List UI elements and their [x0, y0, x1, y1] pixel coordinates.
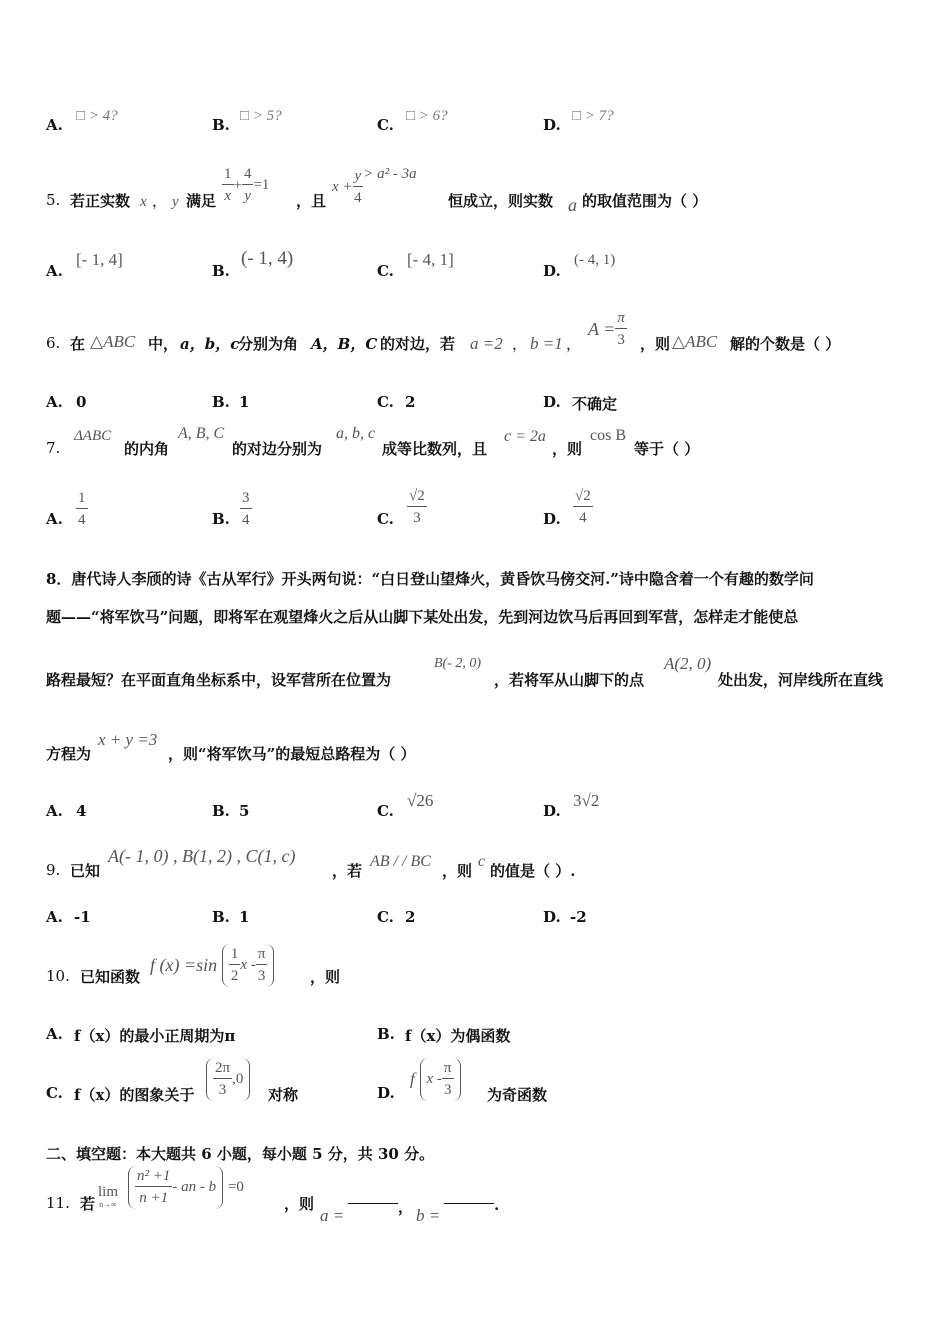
q10-half-num: 1: [229, 944, 241, 965]
q9-option-b-text: 1: [239, 908, 250, 926]
q5-option-b-text: (- 1, 4): [241, 248, 294, 269]
q5-frac-4-y: [242, 164, 254, 207]
q9-text-4: 的值是（ ）.: [490, 862, 576, 880]
q10-c-den: 3: [218, 1082, 227, 1098]
q5-frac2-den: y: [244, 188, 252, 204]
q5-option-a-text: [- 1, 4]: [76, 250, 123, 269]
q10-option-c-label: C.: [46, 1084, 63, 1102]
q5-option-c-label: C.: [377, 262, 394, 280]
q6-option-b-text: 1: [239, 393, 250, 411]
q6-a-eq: a =2: [470, 334, 503, 353]
q9-option-a-label: A.: [46, 908, 63, 926]
q10-d-frac: [442, 1058, 454, 1101]
q8-line-4b: ，则“将军饮马”的最短总路程为（ ）: [168, 745, 416, 763]
q7-d-num: √2: [573, 486, 593, 507]
q6-triangle: △ABC: [90, 332, 136, 351]
q8-option-c-label: C.: [377, 802, 394, 820]
q10-option-d-math: [410, 1058, 461, 1101]
q7-triangle: ΔABC: [74, 428, 112, 444]
q5-option-a-label: A.: [46, 262, 63, 280]
q10-option-c-math: [206, 1058, 250, 1101]
q7-number: 7.: [46, 439, 61, 457]
q8-line-1: 8．唐代诗人李颀的诗《古从军行》开头两句说：“白日登山望烽火，黄昏饮马傍交河.”诗中隐含着一个有趣的数学问: [46, 570, 814, 588]
q9-option-d-text: -2: [570, 908, 587, 926]
q9-points: A(- 1, 0) , B(1, 2) , C(1, c): [108, 846, 296, 866]
q6-number: 6.: [46, 334, 61, 352]
q11-frac-num: n² +1: [135, 1166, 172, 1187]
q8-option-d-label: D.: [543, 802, 561, 820]
q11-blank-b: [444, 1190, 494, 1208]
q7-d-den: 4: [579, 510, 587, 526]
q6-angle-eq: [588, 308, 627, 351]
q6-option-b-label: B.: [212, 393, 230, 411]
q10-mid: x -: [240, 957, 256, 973]
q11-frac: [135, 1166, 172, 1209]
q11-limit: [98, 1184, 118, 1210]
q5-inequality: [332, 166, 417, 209]
q6-text-4: 的对边，若: [380, 335, 456, 353]
q7-a-den: 4: [78, 512, 86, 528]
q9-text-3: ，则: [442, 862, 473, 880]
q10-function: [150, 944, 274, 987]
q7-angles: A, B, C: [178, 425, 225, 442]
q6-option-c-text: 2: [405, 393, 416, 411]
q10-frac-pi3: [256, 944, 268, 987]
q9-number: 9.: [46, 861, 61, 879]
q5-ineq-den: 4: [354, 190, 362, 206]
q11-lim: lim: [98, 1184, 119, 1200]
q11-blank-a: [348, 1190, 398, 1208]
q5-frac-y-4: [353, 166, 364, 209]
q10-option-d-text-2: 为奇函数: [487, 1086, 548, 1104]
q9-text-2: ，若: [332, 862, 363, 880]
q7-text-5: 等于（ ）: [634, 440, 700, 458]
q7-cosB: cos B: [590, 427, 626, 444]
q4-option-c-text: □ > 6?: [406, 108, 448, 124]
q7-text-4: ，则: [552, 440, 583, 458]
q7-option-a-frac: [76, 488, 88, 531]
q7-sides: a, b, c: [336, 425, 376, 442]
q10-option-b-label: B.: [377, 1025, 395, 1043]
q7-option-d-label: D.: [543, 510, 561, 528]
q5-option-d-label: D.: [543, 262, 561, 280]
q11-period: .: [494, 1196, 500, 1214]
q4-option-d-label: D.: [543, 116, 561, 134]
q6-option-d-label: D.: [543, 393, 561, 411]
q10-d-den: 3: [443, 1082, 452, 1098]
q11-rest: - an - b: [172, 1179, 217, 1195]
q11-number: 11.: [46, 1194, 70, 1212]
q5-condition: [222, 164, 269, 207]
q5-var-y: y: [172, 194, 179, 210]
q6-option-a-label: A.: [46, 393, 63, 411]
q6-option-c-label: C.: [377, 393, 394, 411]
q7-b-den: 4: [242, 512, 250, 528]
q9-option-d-label: D.: [543, 908, 561, 926]
q6-triangle-2: △ABC: [672, 332, 718, 351]
q8-line-3c: 处出发，河岸线所在直线: [718, 671, 884, 689]
q5-comma: ，: [152, 192, 168, 210]
q8-option-b-label: B.: [212, 802, 230, 820]
q7-b-num: 3: [240, 488, 252, 509]
q10-half-den: 2: [230, 968, 239, 984]
q5-text-2: 满足: [186, 192, 217, 210]
q6-comma-1: ，: [512, 335, 528, 353]
q8-line-3b: ，若将军从山脚下的点: [494, 671, 645, 689]
q7-a-num: 1: [76, 488, 88, 509]
q8-option-c-text: √26: [407, 791, 434, 810]
q8-line-2: 题——“将军饮马”问题，即将军在观望烽火之后从山脚下某处出发，先到河边饮马后再回到军营，怎样走才能使总: [46, 608, 799, 626]
q10-option-d-label: D.: [377, 1084, 395, 1102]
q5-number: 5.: [46, 191, 61, 209]
q10-option-a-label: A.: [46, 1025, 63, 1043]
q10-option-b-text: f（x）为偶函数: [405, 1027, 511, 1045]
q11-text-2: ，则: [284, 1195, 315, 1213]
q10-frac-half: [229, 944, 241, 987]
q4-option-b-text: □ > 5?: [240, 108, 282, 124]
q6-text-1: 在: [70, 335, 86, 353]
q5-frac-1-x: [222, 164, 234, 207]
q5-option-b-label: B.: [212, 262, 230, 280]
q8-option-d-text: 3√2: [573, 791, 600, 810]
q11-expression: [128, 1166, 244, 1209]
q6-frac-pi-3: [615, 308, 627, 351]
q9-option-c-text: 2: [405, 908, 416, 926]
q4-option-d-text: □ > 7?: [572, 108, 614, 124]
q8-option-b-text: 5: [239, 802, 250, 820]
q11-eq0: =0: [227, 1179, 244, 1195]
q6-pi: π: [615, 308, 627, 329]
q10-d-num: π: [442, 1058, 454, 1079]
q10-d-f: f: [410, 1069, 415, 1089]
q8-option-a-label: A.: [46, 802, 63, 820]
q5-var-a: a: [568, 195, 577, 215]
q10-option-c-text-1: f（x）的图象关于: [74, 1086, 195, 1104]
q5-text-4: 恒成立，则实数: [448, 192, 554, 210]
q7-option-a-label: A.: [46, 510, 63, 528]
q10-fx: f (x) =sin: [150, 955, 218, 975]
q7-option-d-frac: [573, 486, 593, 529]
q7-c-num: √2: [407, 486, 427, 507]
q6-sides: a，b，c: [180, 335, 240, 353]
q6-text-2: 中，: [148, 335, 179, 353]
q10-option-a-text: f（x）的最小正周期为π: [74, 1027, 236, 1045]
q5-text-3: ，且: [296, 192, 327, 210]
q8-line-4a: 方程为: [46, 745, 92, 763]
q5-text-1: 若正实数: [70, 192, 131, 210]
q5-option-c-text: [- 4, 1]: [407, 250, 454, 269]
q6-A-eq: A =: [588, 319, 616, 339]
q5-text-5: 的取值范围为（ ）: [582, 192, 708, 210]
q4-option-a-label: A.: [46, 116, 63, 134]
q5-option-d-text: (- 4, 1): [574, 252, 616, 268]
q5-frac1-num: 1: [222, 164, 234, 185]
q7-option-b-label: B.: [212, 510, 230, 528]
q6-three: 3: [617, 332, 625, 348]
q9-option-a-text: -1: [74, 908, 91, 926]
q11-lim-sub: n→∞: [99, 1200, 117, 1209]
q6-text-5: ，则: [640, 335, 671, 353]
q10-c-num: 2π: [213, 1058, 232, 1079]
q5-ineq-lhs: x +: [332, 179, 353, 195]
q5-ineq-rhs: > a² - 3a: [363, 166, 417, 182]
q9-parallel: AB / / BC: [370, 853, 431, 870]
q4-option-b-label: B.: [212, 116, 230, 134]
q5-ineq-num: y: [353, 166, 364, 187]
q7-c-den: 3: [413, 510, 421, 526]
q9-option-b-label: B.: [212, 908, 230, 926]
q5-frac1-den: x: [224, 188, 232, 204]
q10-c-frac: [213, 1058, 232, 1101]
q7-text-3: 成等比数列，且: [382, 440, 488, 458]
q4-option-c-label: C.: [377, 116, 394, 134]
q7-text-1: 的内角: [124, 440, 170, 458]
q11-comma: ，: [398, 1198, 414, 1216]
q6-option-a-text: 0: [76, 393, 87, 411]
q10-d-x: x -: [426, 1071, 442, 1087]
q9-text-1: 已知: [70, 862, 101, 880]
q11-b-eq: b =: [416, 1206, 441, 1225]
q5-frac2-num: 4: [242, 164, 254, 185]
q6-b-eq: b =1: [530, 334, 563, 353]
q4-option-a-text: □ > 4?: [76, 108, 118, 124]
q8-option-a-text: 4: [76, 802, 87, 820]
q11-text-1: 若: [80, 1195, 96, 1213]
q9-option-c-label: C.: [377, 908, 394, 926]
q6-text-3: 分别为角: [238, 335, 299, 353]
q11-frac-den: n +1: [139, 1190, 169, 1206]
q7-option-c-frac: [407, 486, 427, 529]
q10-number: 10.: [46, 967, 70, 985]
q8-equation: x + y =3: [98, 730, 158, 749]
q7-option-b-frac: [240, 488, 252, 531]
q6-text-6: 解的个数是（ ）: [730, 335, 841, 353]
q5-cond-rhs: =1: [253, 177, 270, 193]
q7-text-2: 的对边分别为: [232, 440, 323, 458]
q10-pi-den: 3: [257, 968, 266, 984]
q8-point-A: A(2, 0): [664, 654, 712, 673]
q7-c-eq: c = 2a: [504, 428, 546, 445]
q8-point-B: B(- 2, 0): [434, 656, 482, 671]
q6-angles: A，B，C: [311, 335, 378, 353]
q7-option-c-label: C.: [377, 510, 394, 528]
q5-var-x: x: [140, 194, 147, 210]
q10-option-c-text-2: 对称: [268, 1086, 299, 1104]
q10-c-zero: ,0: [232, 1071, 244, 1087]
q6-comma-2: ，: [566, 335, 582, 353]
q8-line-3a: 路程最短？在平面直角坐标系中，设军营所在位置为: [46, 671, 392, 689]
section-2-title: 二、填空题：本大题共 6 小题，每小题 5 分，共 30 分。: [46, 1145, 435, 1163]
q10-pi-num: π: [256, 944, 268, 965]
q10-text-1: 已知函数: [80, 968, 141, 986]
q10-text-2: ，则: [310, 968, 341, 986]
q11-a-eq: a =: [320, 1206, 345, 1225]
q6-option-d-text: 不确定: [572, 395, 618, 413]
q5-plus: +: [233, 177, 242, 194]
q9-var-c: c: [478, 853, 486, 870]
